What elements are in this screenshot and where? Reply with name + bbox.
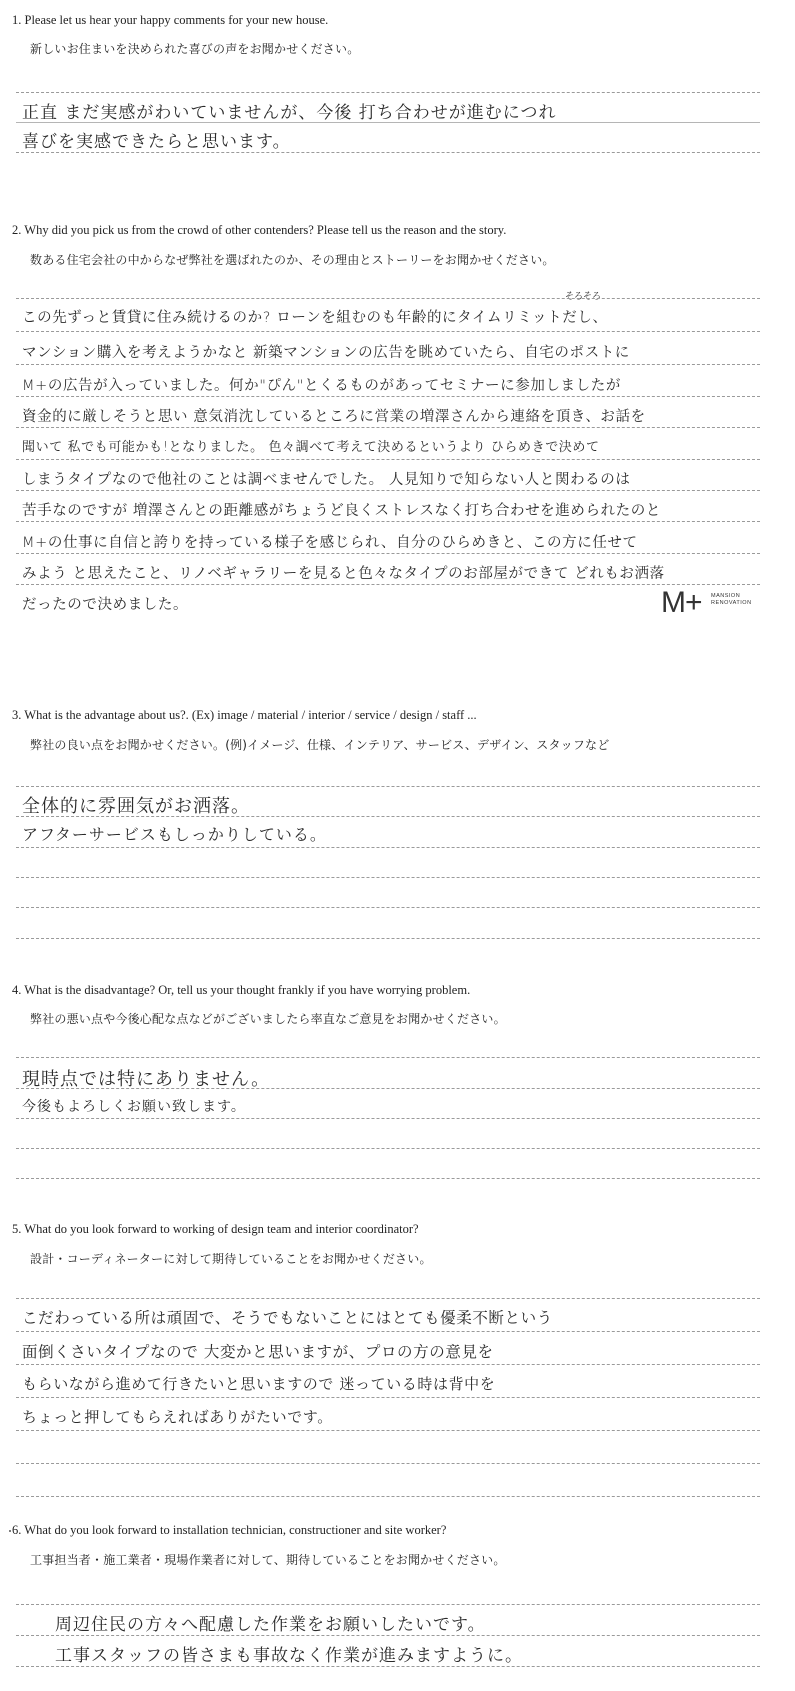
ruled-line [16,521,760,522]
answer-3-line-2: アフターサービスもしっかりしている。 [22,825,327,844]
ruled-line [16,907,760,908]
logo-subtitle [711,593,752,607]
m-plus-logo [661,585,766,621]
ruled-line [16,152,760,153]
ruled-line [16,1148,760,1149]
ruled-line [16,553,760,554]
ruled-line [16,1604,760,1605]
question-3-en: 3. What is the advantage about us?. (Ex) image / material / interior / service / design / staff ... [12,708,477,722]
answer-2-ruby: そろそろ [565,292,602,302]
ruled-line [16,459,760,460]
answer-2-line-5: 聞いて 私でも可能かも!となりました。 色々調べて考えて決めるというより ひらめきで決めて [22,440,600,455]
question-1-en: 1. Please let us hear your happy comments for your new house. [12,13,329,27]
answer-2-line-3: M+の広告が入っていました。何か"ぴん"とくるものがあってセミナーに参加しましたが [22,378,621,394]
answer-4-line-2: 今後もよろしくお願い致します。 [22,1099,246,1115]
ruled-line [16,1496,760,1497]
question-5-en: 5. What do you look forward to working of design team and interior coordinator? [12,1222,419,1236]
ruled-line [16,816,760,817]
answer-1-line-2: 喜びを実感できたらと思います。 [22,132,291,152]
ruled-line [16,92,760,93]
question-4-en: 4. What is the disadvantage? Or, tell us your thought frankly if you have worrying problem. [12,983,471,997]
question-6-ja: 工事担当者・施工業者・現場作業者に対して、期待していることをお聞かせください。 [30,1553,506,1567]
question-2-en: 2. Why did you pick us from the crowd of other contenders? Please tell us the reason and the story. [12,223,507,237]
ruled-line [16,1178,760,1179]
question-4-ja: 弊社の悪い点や今後心配な点などがございましたら率直なご意見をお聞かせください。 [30,1012,506,1026]
ruled-line [16,1463,760,1464]
ruled-line [16,1635,760,1636]
answer-2-line-10: だったので決めました。 [22,597,189,613]
ruled-line [16,427,760,428]
answer-2-line-7: 苦手なのですが 増澤さんとの距離感がちょうど良くストレスなく打ち合わせを進められたのと [22,503,661,519]
answer-2-line-8: M+の仕事に自信と誇りを持っている様子を感じられ、自分のひらめきと、この方に任せて [22,535,638,551]
question-2-ja: 数ある住宅会社の中からなぜ弊社を選ばれたのか、その理由とストーリーをお聞かせください。 [30,253,555,267]
answer-5-line-3: もらいながら進めて行きたいと思いますので 迷っている時は背中を [22,1375,496,1393]
ruled-line [16,364,760,365]
ruled-line [16,1331,760,1332]
question-5-ja: 設計・コーディネーターに対して期待していることをお聞かせください。 [30,1252,432,1266]
answer-5-line-2: 面倒くさいタイプなので 大変かと思いますが、プロの方の意見を [22,1343,494,1361]
answer-3-line-1: 全体的に雰囲気がお洒落。 [22,796,250,817]
ruled-line [16,1364,760,1365]
answer-2-line-6: しまうタイプなので他社のことは調べませんでした。 人見知りで知らない人と関わるのは [22,472,631,488]
ruled-line [16,298,760,299]
ruled-line [16,122,760,123]
ruled-line [16,938,760,939]
answer-2-line-4: 資金的に厳しそうと思い 意気消沈しているところに営業の増澤さんから連絡を頂き、お話を [22,409,646,425]
answer-6-line-2: 工事スタッフの皆さまも事故なく作業が進みますように。 [55,1646,523,1666]
ruled-line [16,490,760,491]
logo-line-2: RENOVATION [711,600,752,606]
ruled-line [16,584,760,585]
ruled-line [16,1088,760,1089]
ruled-line [16,786,760,787]
answer-2-line-9: みよう と思えたこと、リノベギャラリーを見ると色々なタイプのお部屋ができて どれもお洒落 [22,566,665,582]
stray-dot [9,1530,11,1532]
answer-1-line-1: 正直 まだ実感がわいていませんが、今後 打ち合わせが進むにつれ [22,103,557,123]
logo-mark: M+ [661,586,702,619]
ruled-line [16,1298,760,1299]
answer-6-line-1: 周辺住民の方々へ配慮した作業をお願いしたいです。 [55,1615,486,1635]
answer-2-line-2: マンション購入を考えようかなと 新築マンションの広告を眺めていたら、自宅のポストに [22,345,630,361]
question-1-ja: 新しいお住まいを決められた喜びの声をお聞かせください。 [30,42,360,56]
answer-4-line-1: 現時点では特にありません。 [22,1069,271,1090]
ruled-line [16,1397,760,1398]
ruled-line [16,1057,760,1058]
ruled-line [16,1666,760,1667]
logo-line-1: MANSION [711,593,741,599]
question-3-ja: 弊社の良い点をお聞かせください。(例)イメージ、仕様、インテリア、サービス、デザイン、スタッフなど [30,738,610,752]
answer-5-line-4: ちょっと押してもらえればありがたいです。 [22,1408,333,1426]
answer-2-line-1: この先ずっと賃貸に住み続けるのか? ローンを組むのも年齢的にタイムリミットだし、 [22,310,608,326]
ruled-line [16,331,760,332]
ruled-line [16,396,760,397]
ruled-line [16,877,760,878]
ruled-line [16,1118,760,1119]
ruled-line [16,847,760,848]
ruled-line [16,1430,760,1431]
answer-5-line-1: こだわっている所は頑固で、そうでもないことにはとても優柔不断という [22,1309,553,1327]
question-6-en: 6. What do you look forward to installation technician, constructioner and site worker? [12,1523,447,1537]
